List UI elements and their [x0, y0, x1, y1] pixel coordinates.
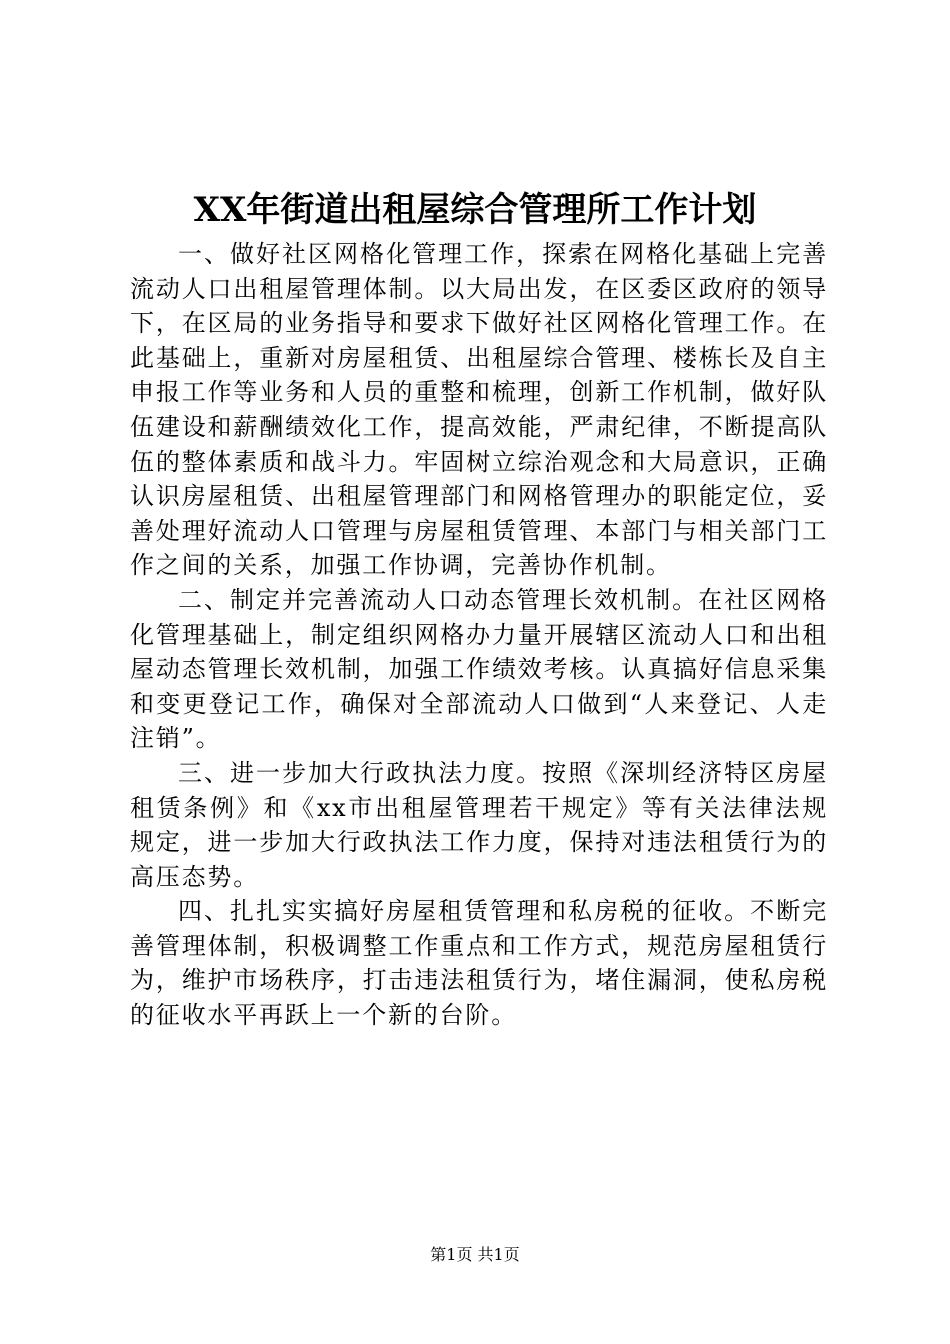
- paragraph-1: 一、做好社区网格化管理工作，探索在网格化基础上完善流动人口出租屋管理体制。以大局出发，在区委区政府的领导下，在区局的业务指导和要求下做好社区网格化管理工作。在此基础上，重新对房屋租赁、出租屋综合管理、楼栋长及自主申报工作等业务和人员的重整和梳理，创新工作机制，做好队伍建设和薪酬绩效化工作，提高效能，严肃纪律，不断提高队伍的整体素质和战斗力。牢固树立综治观念和大局意识，正确认识房屋租赁、出租屋管理部门和网格管理办的职能定位，妥善处理好流动人口管理与房屋租赁管理、本部门与相关部门工作之间的关系，加强工作协调，完善协作机制。: [130, 240, 828, 580]
- document-body: [130, 237, 828, 1033]
- paragraph-3: 三、进一步加大行政执法力度。按照《深圳经济特区房屋租赁条例》和《xx市出租屋管理若干规定》等有关法律法规规定，进一步加大行政执法工作力度，保持对违法租赁行为的高压态势。: [130, 758, 828, 891]
- page-footer: 第1页 共1页: [430, 1245, 520, 1264]
- document-title: XX年街道出租屋综合管理所工作计划: [193, 190, 757, 230]
- paragraph-2: 二、制定并完善流动人口动态管理长效机制。在社区网格化管理基础上，制定组织网格办力量开展辖区流动人口和出租屋动态管理长效机制，加强工作绩效考核。认真搞好信息采集和变更登记工作，确保对全部流动人口做到“人来登记、人走注销”。: [130, 585, 828, 753]
- paragraph-4: 四、扎扎实实搞好房屋租赁管理和私房税的征收。不断完善管理体制，积极调整工作重点和工作方式，规范房屋租赁行为，维护市场秩序，打击违法租赁行为，堵住漏洞，使私房税的征收水平再跃上一个新的台阶。: [130, 897, 828, 1030]
